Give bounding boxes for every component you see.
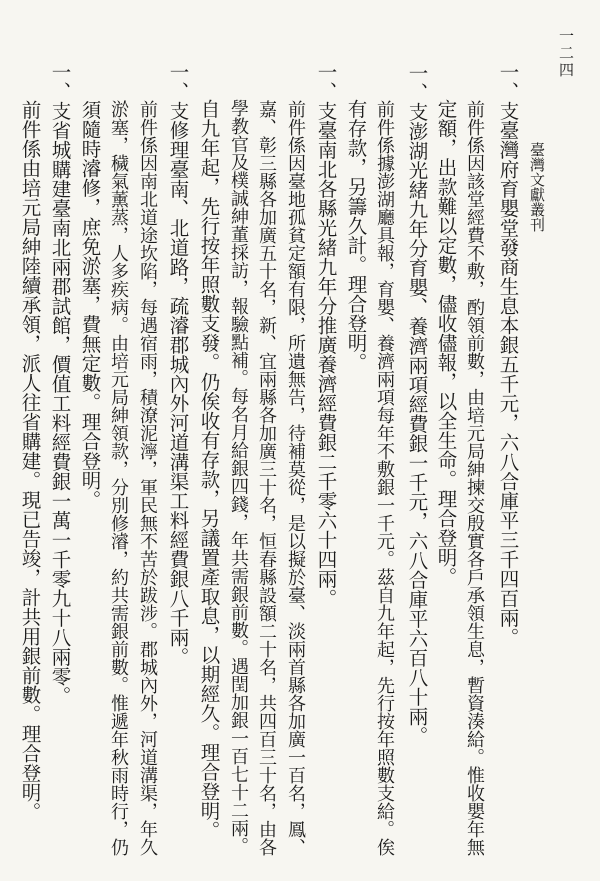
- text-column-8: 前件係因臺地孤貧定額有限，所遺無告，待補莫從，是以擬於臺、淡兩首縣各加廣一百名，鳳、: [285, 100, 306, 856]
- text-column-17: 前件係由培元局紳陸續承領，派人往省購建。現已告竣，計共用銀前數。理合登明。: [18, 100, 42, 822]
- text-column-2: 前件係因該堂經費不敷，酌領前數，由培元局紳揀交殷實各戶承領生息，暫資湊給。惟收嬰年無: [464, 100, 485, 856]
- text-column-6: 有存款，另籌久計。理合登明。: [344, 99, 368, 372]
- text-column-4: 一、支澎湖光緒九年分育嬰、養濟兩項經費銀一千元，六八合庫平六百八十兩。: [405, 63, 429, 746]
- text-column-15: 須隨時濬修，庶免淤塞，費無定數。理合登明。: [78, 100, 102, 510]
- text-column-3: 定額，出款難以定數，儘收儘報，以全生命。理合登明。: [434, 99, 458, 587]
- text-column-9: 嘉、彰三縣各加廣五十名，新、宜兩縣各加廣三十名，恒春縣設額二十名，共四百三十名，由各: [256, 100, 277, 856]
- page-number: 一二四: [557, 28, 575, 79]
- text-column-5: 前件係據澎湖廳具報，育嬰、養濟兩項每年不敷銀一千元。茲自九年起，先行按年照數支給。俟: [374, 100, 395, 856]
- text-column-7: 一、支臺南北各縣光緒九年分推廣養濟經費銀二千零六十四兩。: [314, 62, 338, 608]
- text-column-13: 前件係因南北道途坎陷，每遇宿雨，積潦泥濘，軍民無不苦於跋涉。郡城內外，河道溝渠，年久: [137, 100, 158, 856]
- text-column-11: 自九年起，先行按年照數支發。仍俟收有存款，另議置產取息，以期經久。理合登明。: [197, 99, 221, 840]
- text-column-14: 淤塞，穢氣薰蒸，人多疾病。由培元局紳領款，分別修濬，約共需銀前數。惟遞年秋雨時行，仍: [108, 100, 129, 856]
- running-title: 臺灣文獻叢刊: [528, 142, 546, 232]
- text-column-1: 一、支臺灣府育嬰堂發商生息本銀五千元，六八合庫平三千四百兩。: [496, 62, 520, 647]
- text-column-12: 一、支修理臺南、北道路，疏濬郡城內外河道溝渠工料經費銀八千兩。: [166, 62, 190, 667]
- text-column-10: 學教官及樸誠紳董採訪，報驗點補。每名月給銀四錢，年共需銀前數。遇閏加銀一百七十二兩。: [228, 99, 249, 855]
- text-column-16: 一、支省城購建臺南北兩郡試館，價值工料經費銀一萬一千零九十八兩零。: [48, 62, 72, 706]
